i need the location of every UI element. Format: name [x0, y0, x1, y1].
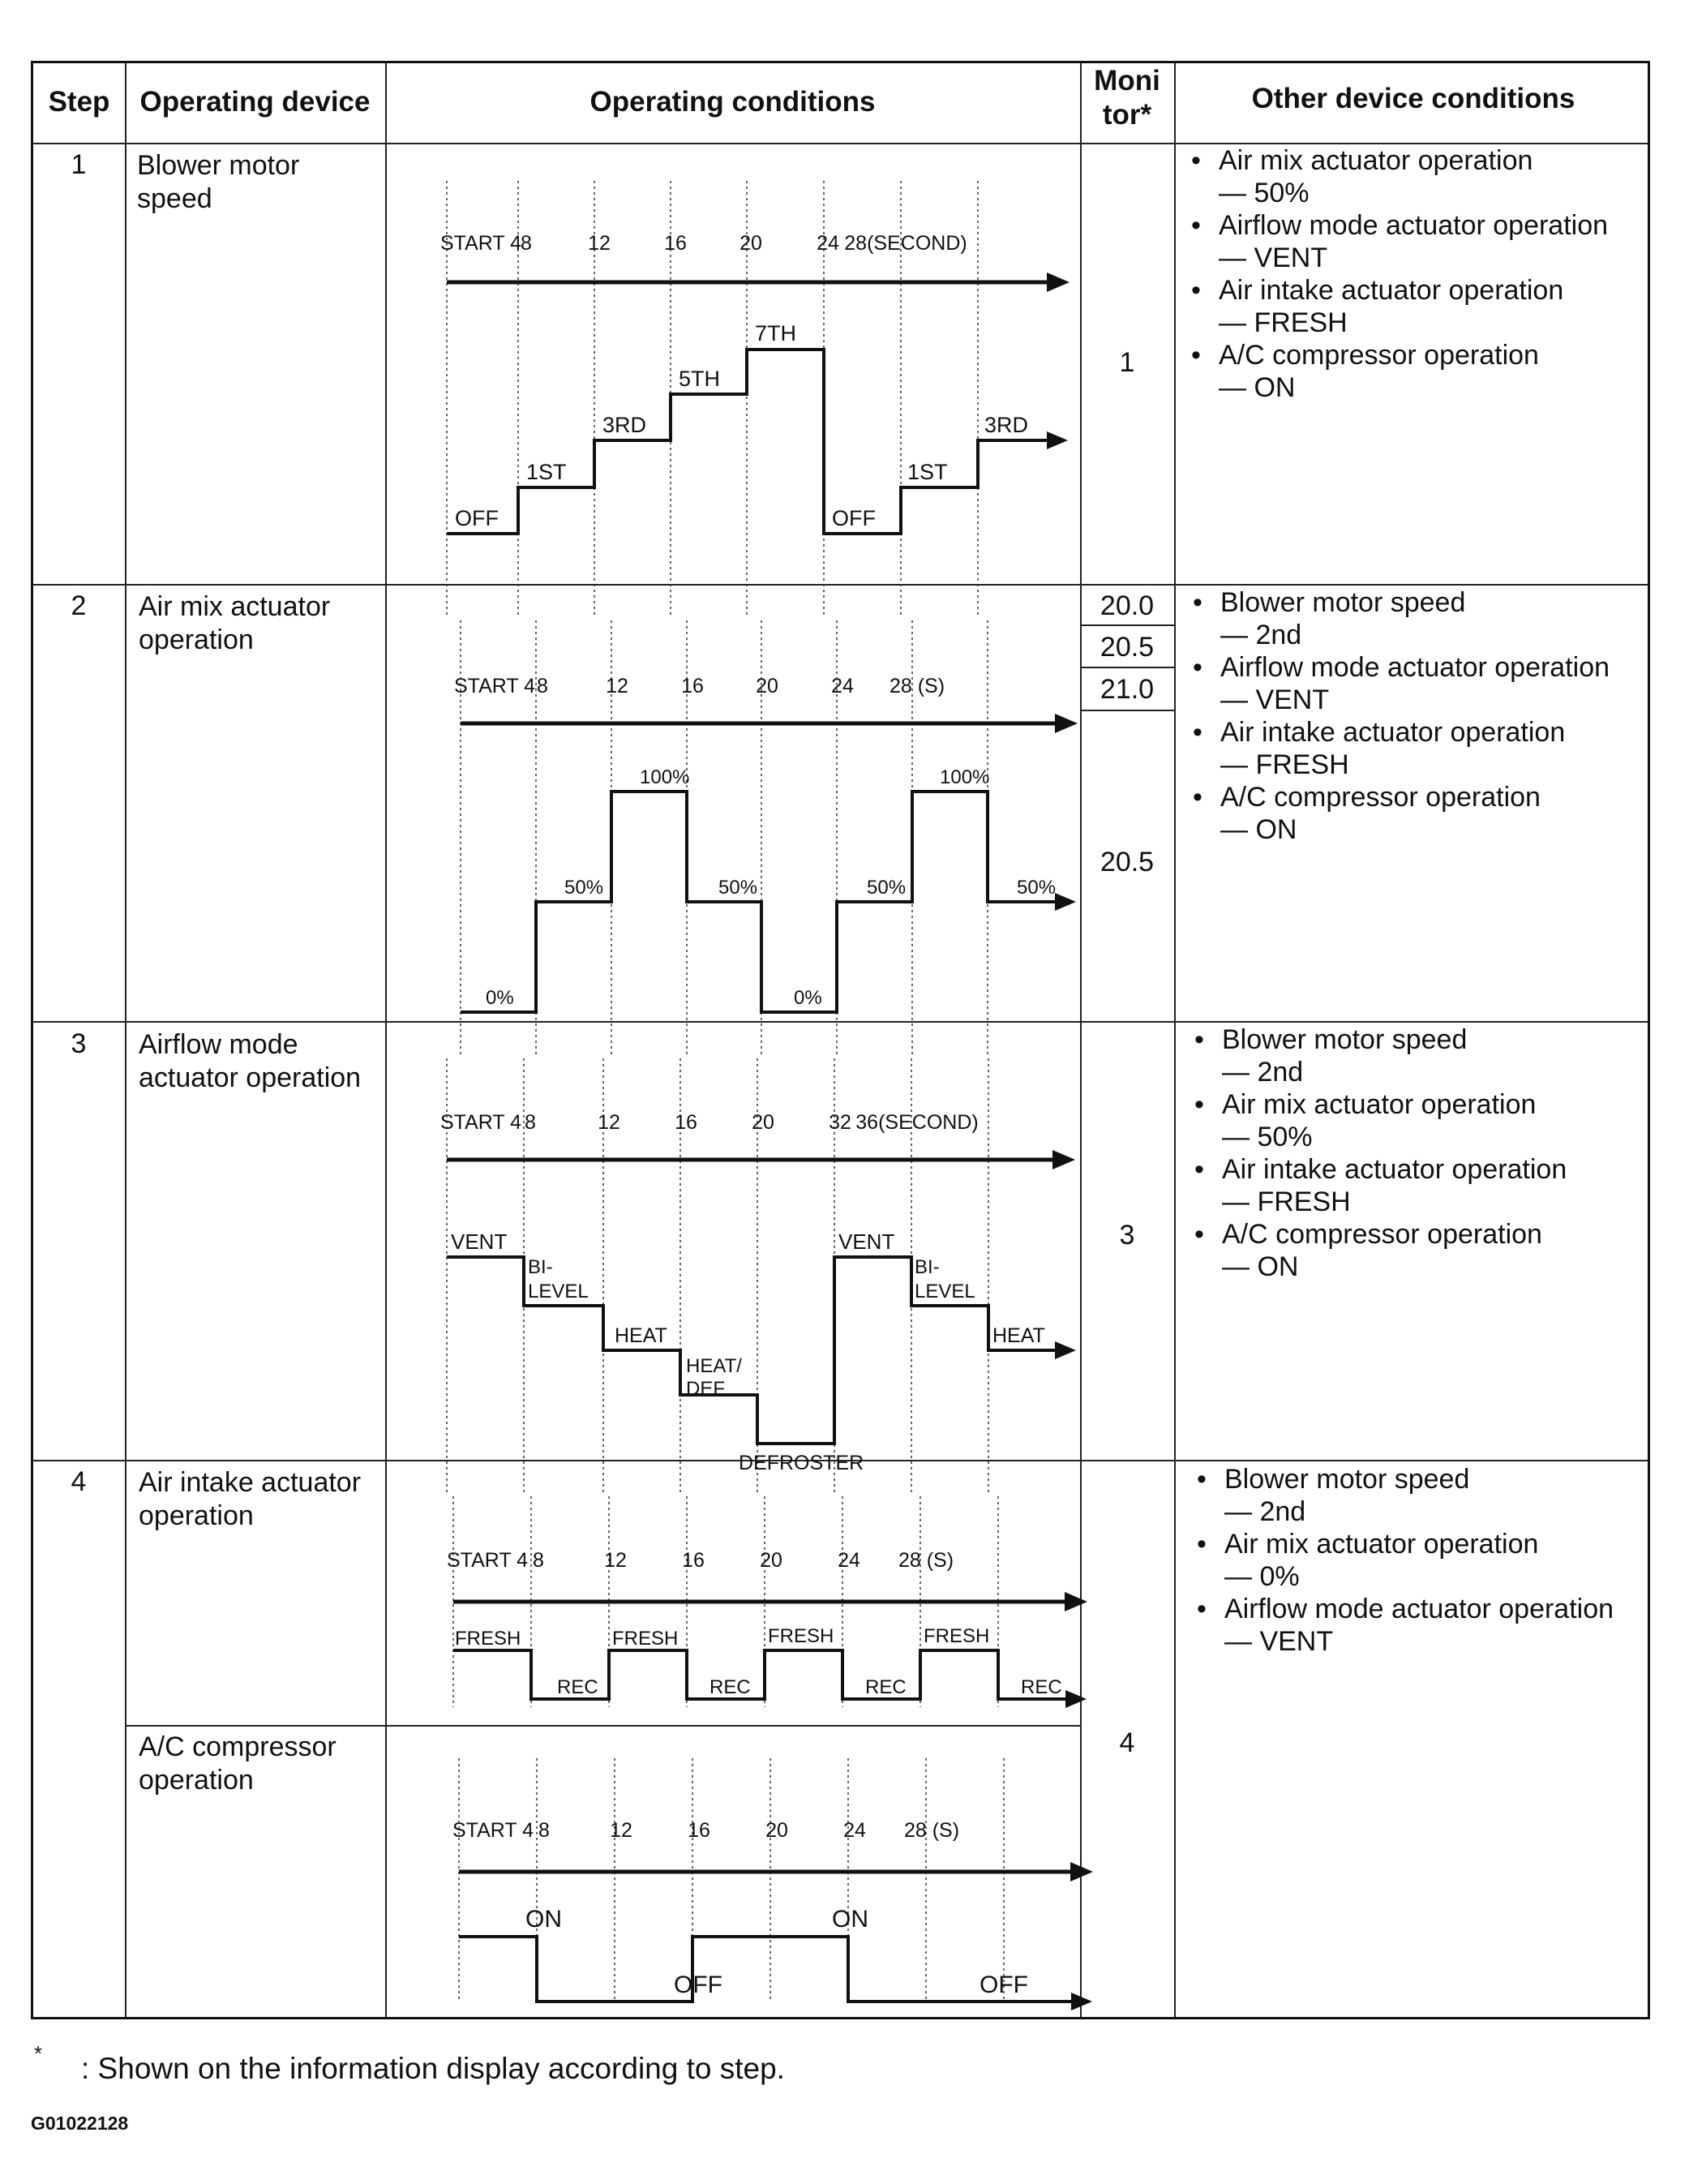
- level-label: 50%: [867, 877, 907, 899]
- list-item: • Air intake actuator operation — FRESH: [1186, 1153, 1567, 1218]
- time-tick-label: 32: [829, 1111, 851, 1134]
- time-tick-label: 8: [537, 675, 548, 697]
- footnote-mark: *: [34, 2041, 43, 2066]
- list-item: • Blower motor speed — 2nd: [1186, 1023, 1567, 1088]
- level-label: VENT: [838, 1229, 895, 1254]
- air-intake-timing-diagram: [421, 1476, 1086, 1719]
- time-tick-label: 20: [760, 1549, 782, 1572]
- level-label: 0%: [486, 987, 514, 1009]
- time-tick-label: 8: [538, 1819, 550, 1842]
- monitor-value: 3: [1119, 1220, 1135, 1251]
- arrow-head: [1065, 1592, 1087, 1611]
- level-label: 5TH: [679, 367, 721, 391]
- time-tick-label: 20: [765, 1819, 788, 1842]
- arrow-head: [1070, 1862, 1093, 1882]
- level-label: OFF: [980, 1972, 1028, 1998]
- time-tick-label: 36(SECOND): [855, 1111, 979, 1134]
- time-tick-label: 28(SECOND): [844, 232, 967, 255]
- time-tick-label: START 4: [447, 1549, 529, 1572]
- monitor-value: 20.5: [1100, 847, 1155, 877]
- time-tick-label: 16: [664, 232, 687, 255]
- level-label: DEFROSTER: [739, 1452, 864, 1474]
- step-number: 4: [71, 1466, 87, 1497]
- row-divider: [125, 1725, 1080, 1727]
- arrow-head: [1065, 1690, 1087, 1708]
- list-item: • Airflow mode actuator operation — VENT: [1185, 651, 1610, 716]
- level-label: 3RD: [984, 413, 1029, 437]
- time-tick-label: 12: [598, 1111, 620, 1134]
- time-tick-label: 24: [831, 675, 854, 697]
- header-monitor: tor*: [1102, 99, 1152, 131]
- list-item: • Air mix actuator operation — 50%: [1186, 1088, 1567, 1153]
- level-label: 1ST: [907, 460, 948, 484]
- monitor-value: 20.0: [1100, 590, 1155, 621]
- level-label: REC: [709, 1676, 751, 1698]
- footnote: : Shown on the information display according to step.: [81, 2052, 785, 2085]
- operating-device: Airflow mode actuator operation: [139, 1029, 362, 1093]
- level-label: OFF: [674, 1972, 722, 1998]
- monitor-value: 20.5: [1100, 632, 1155, 663]
- level-label: 50%: [564, 877, 604, 899]
- level-label: BI-: [915, 1256, 940, 1278]
- level-label: FRESH: [768, 1625, 834, 1647]
- level-label: ON: [832, 1906, 868, 1933]
- operating-device: Air intake actuator operation: [139, 1467, 362, 1531]
- arrow-head: [1047, 431, 1068, 449]
- time-tick-label: 12: [610, 1819, 632, 1842]
- list-item: • Blower motor speed — 2nd: [1185, 586, 1610, 651]
- level-label: FRESH: [612, 1628, 679, 1650]
- other-conditions-list: [1186, 1023, 1567, 1283]
- step-number: 1: [71, 149, 87, 180]
- list-item: • Air intake actuator operation — FRESH: [1183, 274, 1608, 339]
- level-label: HEAT: [992, 1324, 1045, 1347]
- ac-compressor-timing-diagram: [427, 1738, 1091, 2014]
- time-tick-label: 24: [843, 1819, 866, 1842]
- monitor-value: 4: [1119, 1727, 1135, 1758]
- level-label: 7TH: [755, 321, 797, 345]
- air-mix-timing-diagram: [422, 600, 1087, 1022]
- list-item: • Airflow mode actuator operation — VENT: [1183, 209, 1608, 274]
- monitor-divider: [1080, 624, 1174, 626]
- arrow-head: [1055, 893, 1076, 911]
- time-tick-label: 12: [604, 1549, 627, 1572]
- level-label: 50%: [1017, 877, 1057, 899]
- other-conditions-list: [1185, 586, 1610, 846]
- level-label: OFF: [832, 506, 876, 530]
- time-tick-label: 28 (S): [898, 1549, 954, 1572]
- list-item: • A/C compressor operation — ON: [1186, 1218, 1567, 1283]
- time-tick-label: 8: [521, 232, 532, 255]
- level-label: DEF: [686, 1378, 725, 1400]
- level-label: REC: [1021, 1676, 1062, 1698]
- time-tick-label: 20: [739, 232, 762, 255]
- header-monitor: Moni: [1094, 65, 1160, 97]
- time-tick-label: 12: [588, 232, 611, 255]
- level-label: 0%: [794, 987, 822, 1009]
- time-tick-label: 20: [756, 675, 778, 697]
- step-number: 2: [71, 590, 87, 621]
- header-operating-conditions: Operating conditions: [589, 86, 876, 118]
- list-item: • Air intake actuator operation — FRESH: [1185, 716, 1610, 781]
- list-item: • Airflow mode actuator operation — VENT: [1189, 1593, 1614, 1658]
- level-label: REC: [865, 1676, 907, 1698]
- level-label: ON: [525, 1906, 562, 1933]
- signal-trace: [461, 792, 1055, 1012]
- time-tick-label: START 4: [440, 232, 522, 255]
- figure-code: G01022128: [31, 2113, 129, 2134]
- arrow-head: [1055, 714, 1078, 733]
- col-divider: [125, 63, 126, 2017]
- level-label: 3RD: [602, 413, 647, 437]
- level-label: FRESH: [924, 1625, 990, 1647]
- time-tick-label: 16: [681, 675, 704, 697]
- level-label: HEAT: [615, 1324, 667, 1347]
- time-tick-label: 8: [533, 1549, 544, 1572]
- list-item: • A/C compressor operation — ON: [1185, 781, 1610, 846]
- other-conditions-list: [1189, 1463, 1614, 1658]
- signal-trace: [453, 1650, 1065, 1699]
- time-tick-label: START 4: [452, 1819, 534, 1842]
- level-label: HEAT/: [686, 1355, 742, 1377]
- level-label: LEVEL: [915, 1281, 975, 1302]
- time-tick-label: 24: [838, 1549, 860, 1572]
- time-tick-label: 16: [688, 1819, 710, 1842]
- monitor-value: 1: [1119, 347, 1135, 378]
- time-tick-label: 28 (S): [889, 675, 945, 697]
- col-divider: [1174, 63, 1176, 2017]
- level-label: VENT: [451, 1229, 508, 1254]
- monitor-divider: [1080, 710, 1174, 711]
- level-label: REC: [557, 1676, 598, 1698]
- level-label: FRESH: [455, 1628, 521, 1650]
- list-item: • A/C compressor operation — ON: [1183, 339, 1608, 404]
- level-label: OFF: [455, 506, 499, 530]
- blower-speed-timing-diagram: [414, 161, 1079, 582]
- operating-device: A/C compressor operation: [139, 1731, 337, 1796]
- arrow-head: [1055, 1341, 1076, 1359]
- time-tick-label: 16: [675, 1111, 697, 1134]
- header-step: Step: [48, 86, 110, 118]
- other-conditions-list: [1183, 144, 1608, 404]
- level-label: 1ST: [526, 460, 567, 484]
- list-item: • Air mix actuator operation — 50%: [1183, 144, 1608, 209]
- operating-device: Air mix actuator operation: [139, 591, 331, 655]
- time-tick-label: START 4: [454, 675, 536, 697]
- list-item: • Air mix actuator operation — 0%: [1189, 1528, 1614, 1593]
- level-label: LEVEL: [528, 1281, 589, 1302]
- level-label: 50%: [718, 877, 758, 899]
- monitor-value: 21.0: [1100, 674, 1155, 705]
- arrow-head: [1071, 1993, 1092, 2010]
- time-tick-label: 16: [682, 1549, 705, 1572]
- header-other-device-conditions: Other device conditions: [1251, 83, 1575, 114]
- level-label: 100%: [640, 766, 690, 788]
- airflow-mode-timing-diagram: [410, 1038, 1083, 1474]
- step-number: 3: [71, 1028, 87, 1059]
- test-mode-table: [31, 61, 1650, 2019]
- arrow-head: [1052, 1150, 1075, 1169]
- time-tick-label: 20: [752, 1111, 774, 1134]
- level-label: BI-: [528, 1256, 553, 1278]
- header-operating-device: Operating device: [139, 86, 371, 118]
- list-item: • Blower motor speed — 2nd: [1189, 1463, 1614, 1528]
- level-label: 100%: [940, 766, 990, 788]
- time-tick-label: 12: [606, 675, 628, 697]
- row-divider: [33, 584, 1648, 586]
- arrow-head: [1047, 272, 1070, 292]
- operating-device: Blower motor speed: [137, 150, 300, 214]
- time-tick-label: 24: [817, 232, 839, 255]
- time-tick-label: 28 (S): [903, 1819, 960, 1842]
- col-divider: [385, 63, 387, 2017]
- time-tick-label: 8: [525, 1111, 536, 1134]
- time-tick-label: START 4: [440, 1111, 522, 1134]
- monitor-divider: [1080, 667, 1174, 668]
